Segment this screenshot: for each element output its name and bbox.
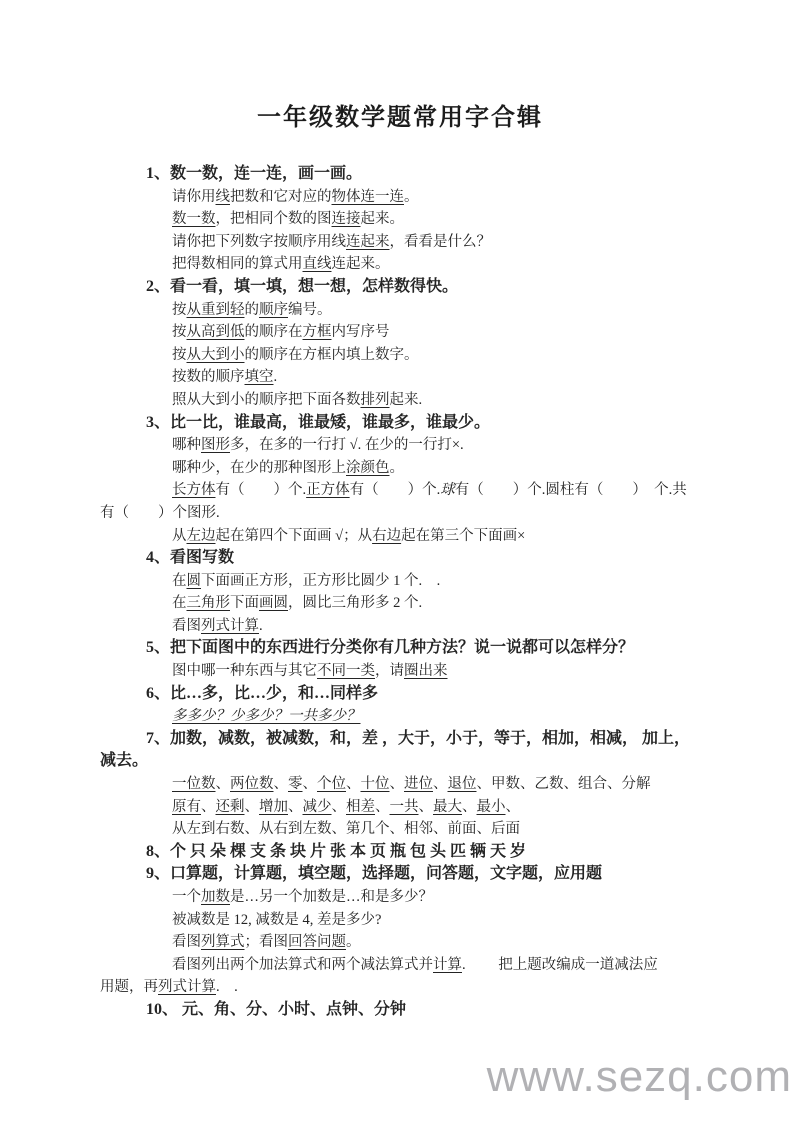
doc-line xyxy=(100,570,716,593)
text-run: 有（ ）个. xyxy=(349,482,441,499)
text-run: 1、数一数，连一连，画一画。 xyxy=(146,165,363,182)
item-4-heading xyxy=(100,547,716,570)
text-run: 从 xyxy=(172,527,187,544)
text-run: 看图 xyxy=(172,934,201,951)
underlined-term: 加数 xyxy=(201,889,230,905)
underlined-term: 相差 xyxy=(346,798,375,815)
doc-line xyxy=(100,886,716,909)
doc-line xyxy=(100,931,716,954)
underlined-term: 排列 xyxy=(360,391,390,408)
text-run: 请你把下列数字按顺序用线 xyxy=(172,233,346,250)
underlined-term: 从高到低 xyxy=(186,324,245,341)
underlined-term: 右边 xyxy=(372,527,402,544)
text-run: 按 xyxy=(172,346,187,363)
text-run: . xyxy=(273,369,278,386)
underlined-term: 不同一类 xyxy=(317,663,375,680)
underlined-term: 两位数 xyxy=(230,776,274,793)
document-body xyxy=(0,163,800,1022)
text-run: 把数和它对应的 xyxy=(230,188,332,205)
text-run: 一个 xyxy=(172,889,201,905)
underlined-term: 进位 xyxy=(404,776,433,793)
text-run: 是…另一个加数是…和是多少？ xyxy=(230,889,433,905)
text-run: ，把相同个数的图 xyxy=(215,211,332,228)
underlined-term: 方框 xyxy=(302,324,332,341)
text-run: 请你用 xyxy=(172,188,216,205)
doc-line xyxy=(100,479,716,502)
doc-line xyxy=(100,818,716,841)
text-run: 3、比一比，谁最高，谁最矮，谁最多，谁最少。 xyxy=(146,413,491,431)
text-run: 4、看图写数 xyxy=(146,549,235,567)
doc-line xyxy=(100,502,716,525)
text-run: ，圆比三角形多 2 个. xyxy=(288,595,423,612)
underlined-term: 涂颜色 xyxy=(346,459,390,476)
text-run: 看图列出两个加法算式和两个减法算式并 xyxy=(172,956,433,973)
text-run: 5、把下面图中的东西进行分类你有几种方法？说一说都可以怎样分？ xyxy=(146,639,635,657)
text-run: 的 xyxy=(244,301,259,318)
text-run: 、 xyxy=(244,798,259,815)
text-run: . xyxy=(259,617,263,634)
item-2-heading xyxy=(100,276,716,299)
item-9-heading xyxy=(100,863,716,886)
text-run: 8、个 只 朵 棵 支 条 块 片 张 本 页 瓶 包 头 匹 辆 天 岁 xyxy=(146,842,527,860)
text-run: 、 xyxy=(273,776,288,793)
text-run: 6、比…多，比…少，和…同样多 xyxy=(146,684,379,702)
text-run: 、 xyxy=(462,798,477,815)
text-run: 看图 xyxy=(172,617,201,634)
underlined-term: 直线 xyxy=(302,256,332,273)
underlined-term: 画圆 xyxy=(259,595,288,612)
doc-line xyxy=(100,299,716,322)
underlined-term: 最大 xyxy=(433,798,462,815)
text-run: 起在第四个下面画 √；从 xyxy=(215,527,373,544)
text-run: . . xyxy=(216,979,238,996)
doc-line xyxy=(100,909,716,932)
item-5-heading xyxy=(100,637,716,660)
underlined-term: 列式计算 xyxy=(158,979,216,996)
text-run: 、 xyxy=(505,798,520,815)
doc-line xyxy=(100,186,716,209)
underlined-term: 物体连一连 xyxy=(331,188,404,205)
underlined-term: 正方体 xyxy=(306,482,350,499)
underlined-term: 计算 xyxy=(433,956,462,973)
text-run: 、 xyxy=(215,776,230,793)
doc-line xyxy=(100,954,716,977)
text-run: 内写序号 xyxy=(331,324,390,341)
doc-line xyxy=(100,208,716,231)
text-run: 在 xyxy=(172,595,187,612)
text-run: 、 xyxy=(433,776,448,793)
doc-line xyxy=(100,750,716,773)
text-run: 多，在多的一行打 √. 在少的一行打×. xyxy=(230,437,464,454)
doc-line xyxy=(100,434,716,457)
underlined-term: 填空 xyxy=(244,369,274,386)
doc-line xyxy=(100,592,716,615)
underlined-term: 圈出来 xyxy=(404,663,448,680)
underlined-term: 增加 xyxy=(259,798,288,815)
doc-line xyxy=(100,976,716,999)
underlined-term: 线 xyxy=(215,188,230,205)
doc-line xyxy=(100,705,716,728)
underlined-term: 零 xyxy=(288,776,303,793)
underlined-term: 原有 xyxy=(172,798,201,815)
text-run: 在 xyxy=(172,572,187,589)
doc-line xyxy=(100,321,716,344)
doc-line xyxy=(100,525,716,548)
doc-line xyxy=(100,796,716,819)
doc-line xyxy=(100,253,716,276)
text-run: 减去。 xyxy=(100,752,149,770)
text-run: 把得数相同的算式用 xyxy=(172,256,303,273)
doc-line xyxy=(100,366,716,389)
text-run: ；看图 xyxy=(244,934,288,951)
text-run: 。 xyxy=(389,459,404,476)
text-run: 、 xyxy=(346,776,361,793)
underlined-term: 列算式 xyxy=(201,934,245,951)
text-run: 、 xyxy=(375,798,390,815)
item-8-heading xyxy=(100,841,716,864)
doc-line xyxy=(100,231,716,254)
text-run: 被减数是 12, 减数是 4, 差是多少? xyxy=(172,911,382,928)
text-run: ，看看是什么？ xyxy=(389,233,491,250)
underlined-term: 数一数 xyxy=(172,211,216,228)
text-run: 。 xyxy=(346,934,361,951)
text-run: 、 xyxy=(418,798,433,815)
text-run: 、 xyxy=(201,798,216,815)
text-run: 、甲数、乙数、组合、分解 xyxy=(476,776,651,793)
doc-line xyxy=(100,773,716,796)
item-1-heading xyxy=(100,163,716,186)
item-6-heading xyxy=(100,683,716,706)
text-run: 从左到右数、从右到左数、第几个、相邻、前面、后面 xyxy=(172,821,520,838)
text-run: 、 xyxy=(331,798,346,815)
text-run: 、 xyxy=(288,798,303,815)
item-10-heading xyxy=(100,999,716,1022)
text-run: 哪种 xyxy=(172,437,201,454)
text-run: 按数的顺序 xyxy=(172,369,245,386)
underlined-term: 图形 xyxy=(201,437,230,454)
text-run: 照从大到小的顺序把下面各数 xyxy=(172,391,361,408)
doc-line xyxy=(100,389,716,412)
text-run: 、 xyxy=(389,776,404,793)
item-3-heading xyxy=(100,412,716,435)
underlined-term: 一共 xyxy=(389,798,419,815)
doc-line xyxy=(100,615,716,638)
text-run: 有（ ）个. xyxy=(215,482,307,499)
text-run: ，请 xyxy=(375,663,404,680)
underlined-term: 回答问题 xyxy=(288,934,346,951)
text-run: 用题，再 xyxy=(100,979,158,996)
text-run: 的顺序在方框内填上数字。 xyxy=(244,346,419,363)
watermark: www.sezq.com xyxy=(486,1052,792,1101)
text-run: 连起来。 xyxy=(331,256,390,273)
underlined-term: 连起来 xyxy=(346,233,390,250)
text-run: 的顺序在 xyxy=(244,324,303,341)
underlined-term: 一位数 xyxy=(172,776,216,793)
underlined-term: 左边 xyxy=(186,527,216,544)
underlined-term: 退位 xyxy=(447,776,477,793)
text-run: . 把上题改编成一道减法应 xyxy=(462,956,658,973)
text-run: 有（ ）个图形. xyxy=(100,504,220,521)
text-run: 10、 元、角、分、小时、点钟、分钟 xyxy=(146,1000,407,1018)
underlined-term: 十位 xyxy=(360,776,390,793)
text-run: 起来. xyxy=(389,391,423,408)
text-run: 。 xyxy=(404,188,419,205)
text-run: 2、看一看，填一填，想一想，怎样数得快。 xyxy=(146,277,459,295)
underlined-term: 还剩 xyxy=(215,798,245,815)
text-run: 编号。 xyxy=(288,301,332,318)
text-run: 7、加数，减数，被减数，和，差 ，大于，小于，等于，相加，相减， 加上， xyxy=(146,729,691,747)
underlined-term: 减少 xyxy=(302,798,332,815)
doc-line xyxy=(100,660,716,683)
underlined-term: 三角形 xyxy=(186,595,230,612)
text-run: 、 xyxy=(302,776,317,793)
text-run: 有（ ）个.圆柱有（ ） 个.共 xyxy=(454,482,687,499)
page-title: 一年级数学题常用字合辑 xyxy=(257,105,543,131)
item-7-heading xyxy=(100,728,716,751)
underlined-term: 顺序 xyxy=(259,301,288,318)
text-run: 哪种少，在少的那种图形上 xyxy=(172,459,346,476)
text-run: 起在第三个下面画× xyxy=(401,527,526,544)
underlined-term: 圆 xyxy=(186,572,201,589)
underlined-term: 最小 xyxy=(476,798,506,815)
underlined-term: 连接 xyxy=(331,211,361,228)
underlined-term: 多多少？少多少？一共多少？ xyxy=(172,708,361,725)
text-run: 按 xyxy=(172,301,187,318)
text-run: 球 xyxy=(440,482,455,499)
text-run: 起来。 xyxy=(360,211,404,228)
underlined-term: 列式计算 xyxy=(201,617,259,634)
text-run: 按 xyxy=(172,324,187,341)
underlined-term: 从重到轻 xyxy=(186,301,245,318)
underlined-term: 从大到小 xyxy=(186,346,245,363)
doc-line xyxy=(100,457,716,480)
underlined-term: 长方体 xyxy=(172,482,216,499)
underlined-term: 个位 xyxy=(317,776,346,793)
text-run: 图中哪一种东西与其它 xyxy=(172,663,317,680)
doc-line xyxy=(100,344,716,367)
text-run: 下面 xyxy=(230,595,259,612)
text-run: 下面画正方形，正方形比圆少 1 个. . xyxy=(201,572,441,589)
text-run: 9、口算题，计算题，填空题，选择题，问答题，文字题，应用题 xyxy=(146,865,603,883)
